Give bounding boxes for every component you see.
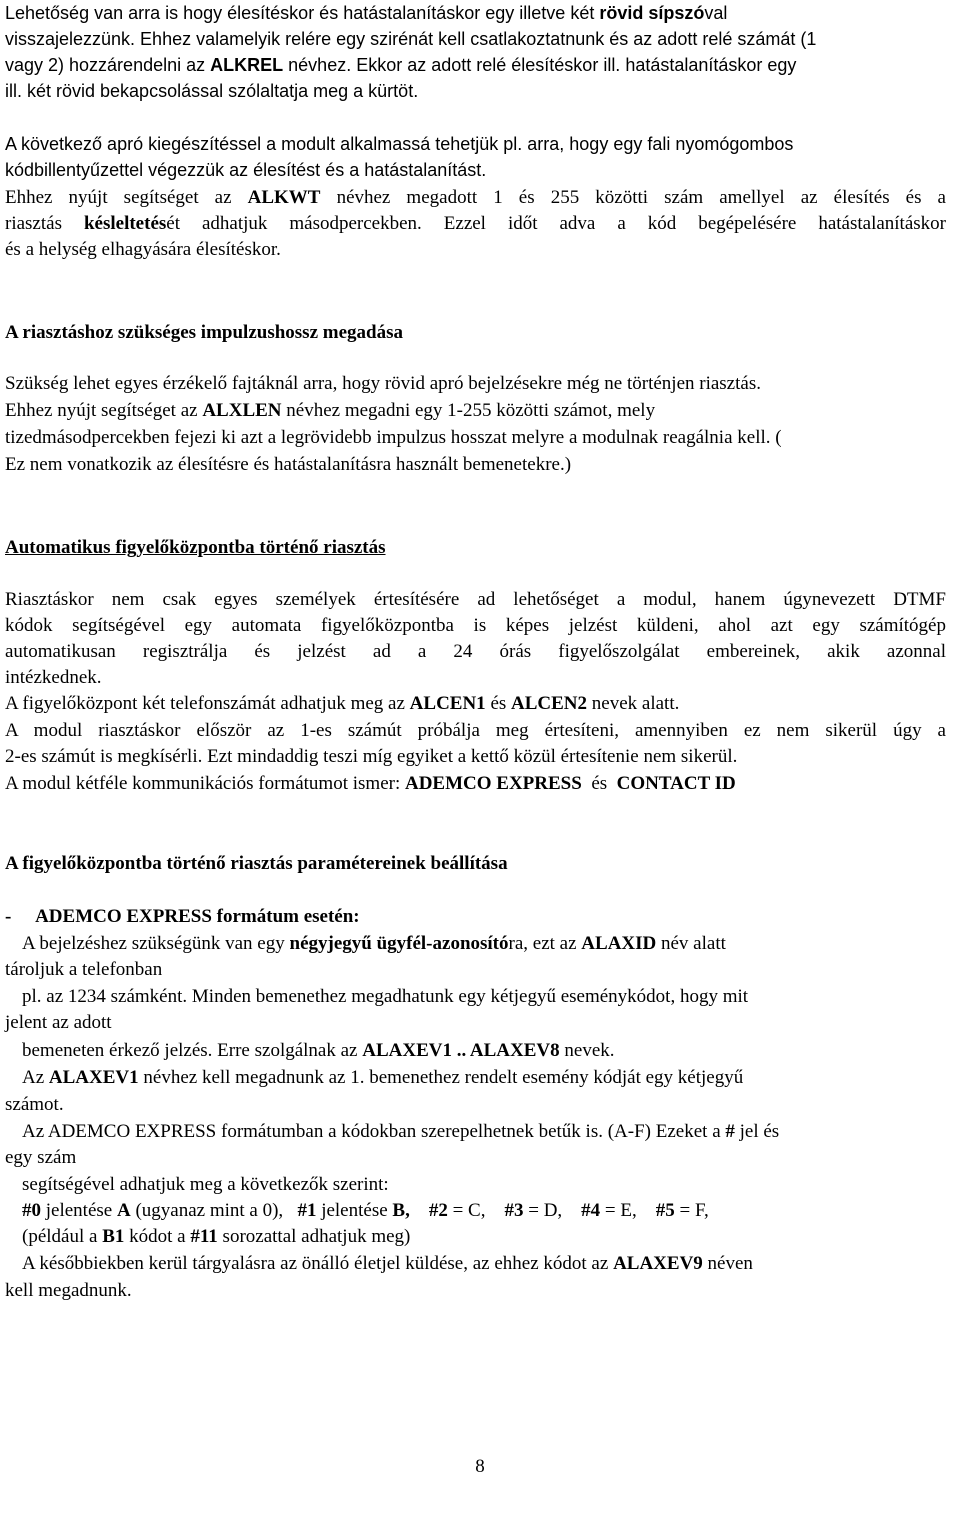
ademco-line8: Az ADEMCO EXPRESS formátumban a kódokban szerepelhetnek betűk is. (A-F) Ezeket a # jel és (22, 1121, 780, 1142)
p5-line4: intézkednek. (5, 667, 102, 688)
p4-line3: tizedmásodpercekben fejezi ki azt a legrövidebb impulzus hosszat melyre a modulnak reagálnia kell. ( (5, 427, 782, 448)
ademco-line2: tároljuk a telefonban (5, 959, 163, 980)
p2-line2: kódbillentyűzettel végezzük az élesítést és a hatástalanítást. (5, 160, 487, 180)
p3-line3: és a helység elhagyására élesítéskor. (5, 239, 281, 260)
ademco-line13: A későbbiekben kerül tárgyalásra az önálló életjel küldése, az ehhez kódot az ALAXEV9 néven (22, 1253, 753, 1274)
p1-line3: vagy 2) hozzárendelni az ALKREL névhez. Ekkor az adott relé élesítéskor ill. hatástalanításkor egy (5, 55, 797, 75)
ademco-line7: számot. (5, 1094, 64, 1115)
p1-line1: Lehetőség van arra is hogy élesítéskor és hatástalanításkor egy illetve két rövid sípszóval (5, 3, 728, 23)
ademco-line12: (például a B1 kódot a #11 sorozattal adhatjuk meg) (22, 1226, 411, 1247)
p5-line6: A modul riasztáskor először az 1-es számút próbálja meg értesíteni, amennyiben ez nem sikerül úgy a (5, 720, 946, 741)
ademco-line6: Az ALAXEV1 névhez kell megadnunk az 1. bemenethez rendelt esemény kódját egy kétjegyű (22, 1067, 744, 1088)
ademco-line10: segítségével adhatjuk meg a következők szerint: (22, 1174, 389, 1195)
ademco-line9: egy szám (5, 1147, 77, 1168)
ademco-line11: #0 jelentése A (ugyanaz mint a 0), #1 jelentése B, #2 = C, #3 = D, #4 = E, #5 = F, (22, 1200, 709, 1221)
p5-line1: Riasztáskor nem csak egyes személyek értesítésére ad lehetőséget a modul, hanem úgynevezett DTMF (5, 589, 946, 610)
p5-line3: automatikusan regisztrálja és jelzést ad a 24 órás figyelőszolgálat embereinek, akik azonnal (5, 641, 946, 662)
p5-line5: A figyelőközpont két telefonszámát adhatjuk meg az ALCEN1 és ALCEN2 nevek alatt. (5, 693, 680, 714)
heading-monitoring-alarm: Automatikus figyelőközpontba történő riasztás (5, 537, 386, 558)
p1-line4: ill. két rövid bekapcsolással szólaltatja meg a kürtöt. (5, 81, 419, 101)
ademco-line3: pl. az 1234 számként. Minden bemenethez megadhatunk egy kétjegyű eseménykódot, hogy mit (22, 986, 749, 1007)
ademco-heading: - ADEMCO EXPRESS formátum esetén: (5, 906, 360, 927)
ademco-line5: bemeneten érkező jelzés. Erre szolgálnak az ALAXEV1 .. ALAXEV8 nevek. (22, 1040, 615, 1061)
p3-line1: Ehhez nyújt segítséget az ALKWT névhez megadott 1 és 255 közötti szám amellyel az élesítés és a (5, 187, 946, 208)
p5-line2: kódok segítségével egy automata figyelőközpontba is képes jelzést küldeni, ahol azt egy számítógép (5, 615, 946, 636)
p4-line2: Ehhez nyújt segítséget az ALXLEN névhez megadni egy 1-255 közötti számot, mely (5, 400, 656, 421)
p2-line1: A következő apró kiegészítéssel a modult alkalmassá tehetjük pl. arra, hogy egy fali nyomógombos (5, 134, 794, 154)
p3-line2: riasztás késleltetését adhatjuk másodpercekben. Ezzel időt adva a kód begépelésére hatástalanításkor (5, 213, 946, 234)
p4-line4: Ez nem vonatkozik az élesítésre és hatástalanításra használt bemenetekre.) (5, 454, 572, 475)
heading-impulse-length: A riasztáshoz szükséges impulzushossz megadása (5, 322, 403, 343)
p5-line7: 2-es számút is megkísérli. Ezt mindaddig teszi míg egyiket a kettő közül értesítenie nem sikerül. (5, 746, 738, 767)
p5-line8: A modul kétféle kommunikációs formátumot ismer: ADEMCO EXPRESS és CONTACT ID (5, 773, 736, 794)
ademco-line1: A bejelzéshez szükségünk van egy négyjegyű ügyfél-azonosítóra, ezt az ALAXID név alatt (22, 933, 726, 954)
ademco-line14: kell megadnunk. (5, 1280, 132, 1301)
p4-line1: Szükség lehet egyes érzékelő fajtáknál arra, hogy rövid apró bejelzésekre még ne történjen riasztás. (5, 373, 761, 394)
p1-line2: visszajelezzünk. Ehhez valamelyik relére egy szirénát kell csatlakoztatnunk és az adott relé számát (1 (5, 29, 817, 49)
heading-parameters: A figyelőközpontba történő riasztás paramétereinek beállítása (5, 853, 508, 874)
ademco-line4: jelent az adott (5, 1012, 112, 1033)
page-number: 8 (475, 1456, 485, 1477)
